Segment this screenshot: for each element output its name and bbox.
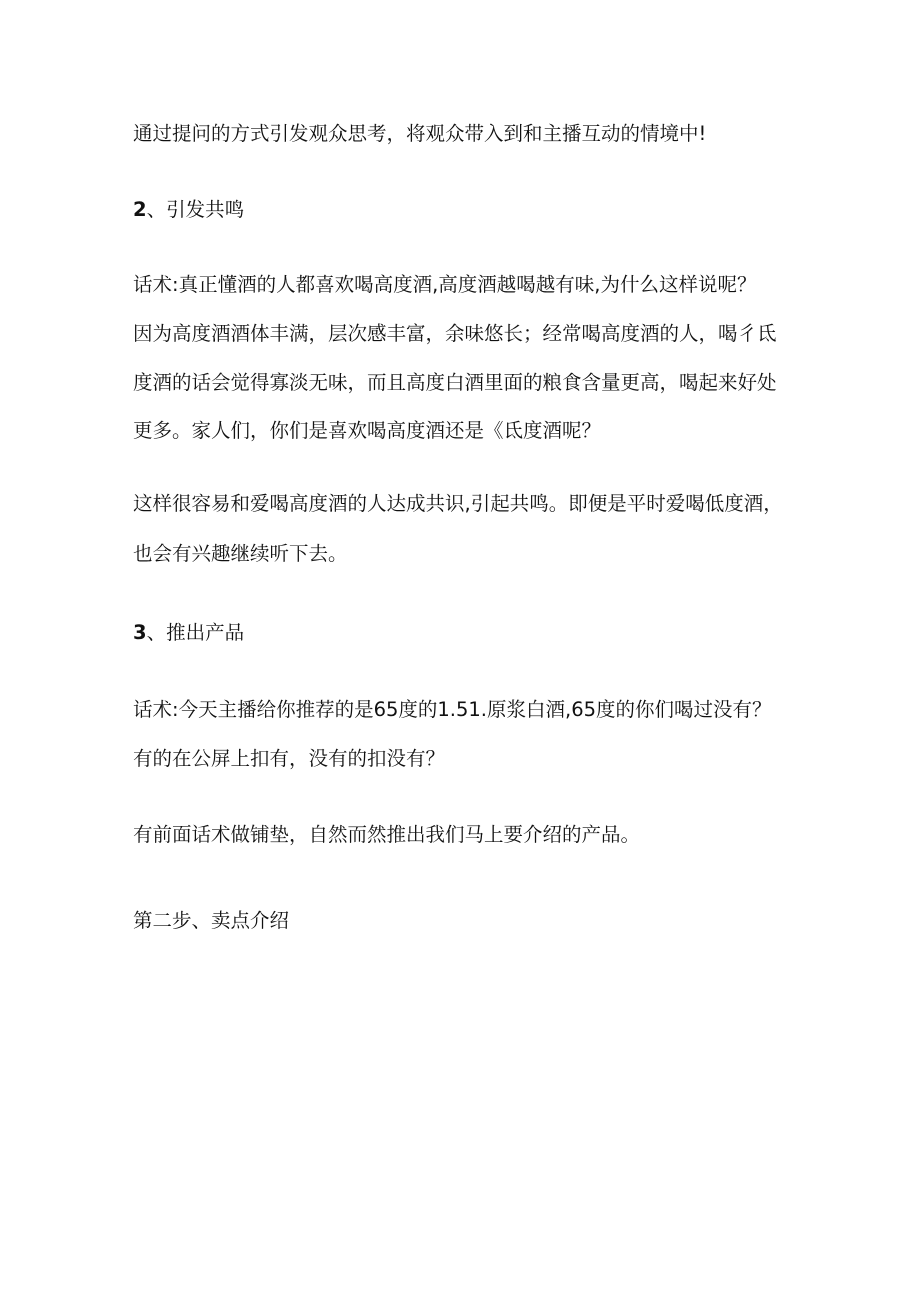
section-2-number: 2 xyxy=(133,198,147,221)
section-2-title: 、引发共鸣 xyxy=(146,198,245,221)
step-2-heading: 第二步、卖点介绍 xyxy=(133,909,290,932)
section-2-comment-line-2: 也会有兴趣继续听下去。 xyxy=(133,542,348,565)
section-2-script-line-1: 话术:真正懂酒的人都喜欢喝高度酒,高度酒越喝越有味,为什么这样说呢？ xyxy=(133,273,757,296)
section-3-script-line-2: 有的在公屏上扣有，没有的扣没有？ xyxy=(133,747,446,770)
section-2-script-line-2: 因为高度酒酒体丰满，层次感丰富，余味悠长；经常喝高度酒的人，喝彳氐 xyxy=(133,322,777,345)
section-3-comment: 有前面话术做铺垫，自然而然推出我们马上要介绍的产品。 xyxy=(133,823,641,846)
section-3-heading xyxy=(133,620,244,646)
section-3-title: 、推出产品 xyxy=(146,621,245,644)
section-2-script-line-4: 更多。家人们，你们是喜欢喝高度酒还是《氐度酒呢？ xyxy=(133,419,602,442)
section-2-heading xyxy=(133,197,244,223)
intro-paragraph: 通过提问的方式引发观众思考，将观众带入到和主播互动的情境中! xyxy=(133,122,707,145)
section-3-script-line-1: 话术:今天主播给你推荐的是65度的1.51.原浆白酒,65度的你们喝过没有？ xyxy=(133,698,772,721)
section-2-script-line-3: 度酒的话会觉得寡淡无味，而且高度白酒里面的粮食含量更高，喝起来好处 xyxy=(133,371,777,394)
section-2-comment-line-1: 这样很容易和爱喝高度酒的人达成共识,引起共鸣。即便是平时爱喝低度酒， xyxy=(133,492,783,515)
section-3-number: 3 xyxy=(133,621,147,644)
